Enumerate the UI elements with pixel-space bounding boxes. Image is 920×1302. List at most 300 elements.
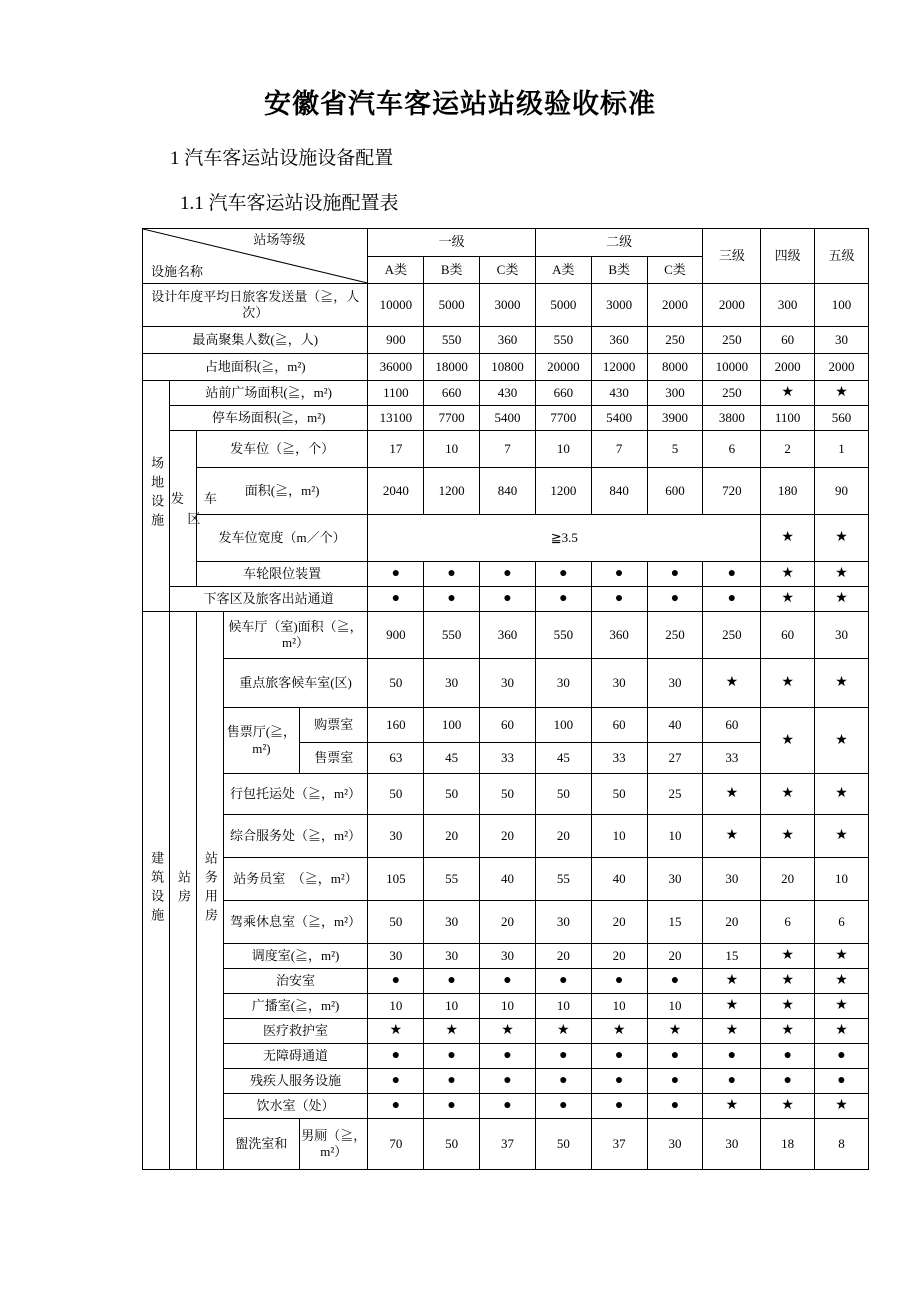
cell: ● — [761, 1069, 815, 1094]
row-label-washroom: 盥洗室和 — [223, 1119, 300, 1170]
table-row — [143, 944, 869, 969]
cell: 10 — [815, 858, 869, 901]
cell: 30 — [480, 659, 536, 708]
cell: ● — [647, 1044, 703, 1069]
table-row — [143, 858, 869, 901]
cell: ★ — [703, 774, 761, 815]
cell: ● — [591, 1094, 647, 1119]
cell: ★ — [815, 562, 869, 587]
cell: ★ — [761, 815, 815, 858]
cell: 1200 — [535, 468, 591, 515]
cell: 50 — [535, 774, 591, 815]
cell: 7700 — [424, 406, 480, 431]
cell: 30 — [815, 612, 869, 659]
cell: 10 — [535, 431, 591, 468]
cell: 30 — [591, 659, 647, 708]
cell: ★ — [703, 659, 761, 708]
cell: ★ — [703, 969, 761, 994]
cell: ● — [647, 969, 703, 994]
table-row — [143, 1094, 869, 1119]
cell: 10 — [535, 994, 591, 1019]
cell: 18 — [761, 1119, 815, 1170]
cell: 45 — [424, 743, 480, 774]
cell: 3900 — [647, 406, 703, 431]
cell: 55 — [535, 858, 591, 901]
table-header-row-1 — [143, 229, 869, 257]
cell: ★ — [368, 1019, 424, 1044]
cell: ★ — [703, 1019, 761, 1044]
cell: ★ — [480, 1019, 536, 1044]
cell: ● — [368, 1094, 424, 1119]
cell: ★ — [815, 944, 869, 969]
cell: 1200 — [424, 468, 480, 515]
table-row — [143, 774, 869, 815]
cell: 20 — [480, 815, 536, 858]
cell: ● — [424, 1044, 480, 1069]
cell: 60 — [480, 708, 536, 743]
cell: 30 — [647, 1119, 703, 1170]
group-header-level-3: 三级 — [703, 229, 761, 284]
cell: 20 — [535, 815, 591, 858]
cell: ★ — [761, 562, 815, 587]
cell: 1100 — [761, 406, 815, 431]
cell: 840 — [591, 468, 647, 515]
group-label-station-house-text: 站房 — [175, 869, 191, 908]
group-header-level-2: 二级 — [535, 229, 702, 257]
table-row — [143, 515, 869, 562]
cell: ★ — [761, 659, 815, 708]
cell: ● — [647, 562, 703, 587]
cell: 550 — [535, 612, 591, 659]
cell: 90 — [815, 468, 869, 515]
cell: 33 — [703, 743, 761, 774]
cell: 30 — [647, 659, 703, 708]
cell: ● — [368, 587, 424, 612]
row-label-dispatch-room: 调度室(≧，m²) — [223, 944, 368, 969]
config-table — [142, 228, 869, 1170]
cell: 30 — [368, 815, 424, 858]
table-row — [143, 994, 869, 1019]
cell: 50 — [368, 659, 424, 708]
cell: 8 — [815, 1119, 869, 1170]
cell: 30 — [815, 327, 869, 354]
cell: 18000 — [424, 354, 480, 381]
cell: 100 — [535, 708, 591, 743]
cell: 2000 — [761, 354, 815, 381]
row-label-land-area: 占地面积(≧，m²) — [143, 354, 368, 381]
cell: ● — [424, 969, 480, 994]
cell: ★ — [761, 381, 815, 406]
cell: ● — [703, 562, 761, 587]
cell: 2000 — [815, 354, 869, 381]
cell: ● — [647, 1094, 703, 1119]
cell: 50 — [591, 774, 647, 815]
cell: 20 — [703, 901, 761, 944]
cell: ● — [535, 1069, 591, 1094]
cell: 10 — [647, 815, 703, 858]
cell: ★ — [815, 815, 869, 858]
cell: 300 — [761, 284, 815, 327]
cell: ● — [480, 562, 536, 587]
row-label-ticket-sell-room: 售票室 — [300, 743, 368, 774]
row-label-berth-width: 发车位宽度（m／个） — [196, 515, 368, 562]
cell: 840 — [480, 468, 536, 515]
cell: 30 — [703, 858, 761, 901]
facility-configuration-table — [142, 228, 869, 1170]
cell: 70 — [368, 1119, 424, 1170]
cell: 8000 — [647, 354, 703, 381]
cell: 40 — [480, 858, 536, 901]
cell: 360 — [591, 327, 647, 354]
row-label-drinking-water-room: 饮水室（处） — [223, 1094, 368, 1119]
cell: 30 — [424, 944, 480, 969]
row-label-parking-area: 停车场面积(≧，m²) — [169, 406, 368, 431]
cell: 13100 — [368, 406, 424, 431]
table-row — [143, 612, 869, 659]
cell: ★ — [815, 708, 869, 774]
cell: ★ — [535, 1019, 591, 1044]
cell: ● — [591, 1044, 647, 1069]
cell: 55 — [424, 858, 480, 901]
group-label-station-house — [169, 612, 196, 1170]
cell: ★ — [815, 969, 869, 994]
row-label-dropoff-exit: 下客区及旅客出站通道 — [169, 587, 368, 612]
table-row — [143, 659, 869, 708]
cell: 10 — [647, 994, 703, 1019]
cell: 360 — [480, 612, 536, 659]
table-row — [143, 562, 869, 587]
cell: 3000 — [591, 284, 647, 327]
cell: 20 — [480, 901, 536, 944]
cell: 660 — [424, 381, 480, 406]
cell: 37 — [591, 1119, 647, 1170]
row-label-waiting-hall: 候车厅（室)面积（≧，m²） — [223, 612, 368, 659]
cell: ★ — [703, 1094, 761, 1119]
departure-zone-line2: 区 — [187, 510, 201, 526]
group-label-building-facilities-text: 建筑设施 — [149, 850, 165, 927]
cell: 5000 — [424, 284, 480, 327]
cell: ● — [368, 969, 424, 994]
cell: ★ — [815, 1019, 869, 1044]
sub-header-2b: B类 — [591, 256, 647, 284]
cell: 1 — [815, 431, 869, 468]
cell: 3800 — [703, 406, 761, 431]
cell: ● — [591, 969, 647, 994]
table-row — [143, 1119, 869, 1170]
cell: 105 — [368, 858, 424, 901]
row-label-staff-room: 站务员室 （≧，m²） — [223, 858, 368, 901]
cell: 33 — [591, 743, 647, 774]
cell: 600 — [647, 468, 703, 515]
cell: 2000 — [647, 284, 703, 327]
cell: 30 — [647, 858, 703, 901]
cell: 36000 — [368, 354, 424, 381]
cell: 10800 — [480, 354, 536, 381]
row-label-berth-area: 面积(≧，m²) — [196, 468, 368, 515]
cell: ★ — [424, 1019, 480, 1044]
cell: ● — [368, 1044, 424, 1069]
group-label-site-facilities-text: 场地设施 — [149, 456, 165, 532]
sub-header-1a: A类 — [368, 256, 424, 284]
table-row — [143, 1069, 869, 1094]
cell: 5400 — [480, 406, 536, 431]
cell: 10 — [424, 994, 480, 1019]
departure-zone-line1: 发 车 — [170, 491, 217, 506]
cell: ● — [535, 1044, 591, 1069]
cell: 20 — [424, 815, 480, 858]
cell: 550 — [424, 327, 480, 354]
cell: ★ — [815, 381, 869, 406]
table-row — [143, 708, 869, 743]
cell: 60 — [591, 708, 647, 743]
row-label-key-passenger-waiting: 重点旅客候车室(区) — [223, 659, 368, 708]
cell: 360 — [480, 327, 536, 354]
cell: 5000 — [535, 284, 591, 327]
cell: 50 — [535, 1119, 591, 1170]
cell: ★ — [761, 515, 815, 562]
cell: 63 — [368, 743, 424, 774]
cell: 20 — [591, 944, 647, 969]
table-row — [143, 468, 869, 515]
row-label-disabled-facilities: 残疾人服务设施 — [223, 1069, 368, 1094]
table-row — [143, 284, 869, 327]
cell: ● — [424, 587, 480, 612]
sub-header-1b: B类 — [424, 256, 480, 284]
cell: 550 — [535, 327, 591, 354]
cell: ★ — [815, 659, 869, 708]
cell: ● — [535, 562, 591, 587]
cell: 5400 — [591, 406, 647, 431]
cell: ★ — [761, 944, 815, 969]
cell: ● — [368, 562, 424, 587]
row-label-male-toilet: 男厕（≧，m²） — [300, 1119, 368, 1170]
cell: 300 — [647, 381, 703, 406]
cell: ★ — [647, 1019, 703, 1044]
sub-header-2a: A类 — [535, 256, 591, 284]
cell: 900 — [368, 612, 424, 659]
cell: ★ — [815, 774, 869, 815]
row-label-annual-passengers: 设计年度平均日旅客发送量（≧，人次） — [143, 284, 368, 327]
cell: ★ — [761, 774, 815, 815]
cell: 60 — [703, 708, 761, 743]
cell: ★ — [703, 994, 761, 1019]
row-label-barrier-free-access: 无障碍通道 — [223, 1044, 368, 1069]
cell: ● — [480, 1069, 536, 1094]
cell: 100 — [424, 708, 480, 743]
table-row — [143, 406, 869, 431]
group-label-site-facilities — [143, 381, 170, 612]
cell: 20 — [647, 944, 703, 969]
cell: 40 — [591, 858, 647, 901]
cell: 10 — [591, 994, 647, 1019]
cell: 30 — [480, 944, 536, 969]
section-heading-1: 1 汽车客运站设施设备配置 — [170, 148, 394, 169]
row-label-max-gathering: 最高聚集人数(≧，人) — [143, 327, 368, 354]
table-row — [143, 901, 869, 944]
cell: ★ — [761, 1094, 815, 1119]
row-label-departure-berth: 发车位（≧，个） — [196, 431, 368, 468]
row-label-front-square: 站前广场面积(≧，m²) — [169, 381, 368, 406]
cell: 10 — [424, 431, 480, 468]
corner-header-cell — [143, 229, 368, 284]
row-label-security-room: 治安室 — [223, 969, 368, 994]
cell: 30 — [424, 659, 480, 708]
cell: 160 — [368, 708, 424, 743]
sub-header-2c: C类 — [647, 256, 703, 284]
cell: 50 — [368, 901, 424, 944]
row-label-driver-rest-room: 驾乘休息室（≧，m²） — [223, 901, 368, 944]
cell: ● — [591, 562, 647, 587]
cell: 2 — [761, 431, 815, 468]
table-row — [143, 1044, 869, 1069]
cell: ● — [647, 1069, 703, 1094]
cell: 15 — [647, 901, 703, 944]
cell: 360 — [591, 612, 647, 659]
cell: 660 — [535, 381, 591, 406]
cell: 12000 — [591, 354, 647, 381]
table-row — [143, 587, 869, 612]
cell: 250 — [703, 381, 761, 406]
section-heading-1-1: 1.1 汽车客运站设施配置表 — [180, 193, 399, 214]
cell: ★ — [761, 994, 815, 1019]
cell: 10000 — [703, 354, 761, 381]
cell: 40 — [647, 708, 703, 743]
cell: 250 — [647, 612, 703, 659]
cell: ● — [424, 1094, 480, 1119]
cell: 250 — [703, 327, 761, 354]
corner-header-bottom-left: 设施名称 — [151, 263, 204, 279]
cell: 50 — [424, 774, 480, 815]
cell: ● — [591, 1069, 647, 1094]
cell: 10 — [368, 994, 424, 1019]
cell: ● — [703, 587, 761, 612]
cell: 560 — [815, 406, 869, 431]
cell: ★ — [591, 1019, 647, 1044]
sub-header-1c: C类 — [480, 256, 536, 284]
cell: ● — [424, 1069, 480, 1094]
cell: ● — [535, 1094, 591, 1119]
row-label-wheel-stopper: 车轮限位装置 — [196, 562, 368, 587]
cell: ★ — [761, 708, 815, 774]
cell: 33 — [480, 743, 536, 774]
cell: 60 — [761, 612, 815, 659]
cell: ● — [535, 587, 591, 612]
cell: 7700 — [535, 406, 591, 431]
group-label-service-rooms-text: 站务用房 — [202, 850, 218, 927]
cell: 6 — [703, 431, 761, 468]
cell: 17 — [368, 431, 424, 468]
table-row — [143, 354, 869, 381]
cell: 20000 — [535, 354, 591, 381]
cell: 10000 — [368, 284, 424, 327]
cell: 30 — [535, 659, 591, 708]
cell: 5 — [647, 431, 703, 468]
cell: ● — [424, 562, 480, 587]
cell: ★ — [815, 1094, 869, 1119]
group-header-level-1: 一级 — [368, 229, 535, 257]
group-header-level-4: 四级 — [761, 229, 815, 284]
row-label-medical-room: 医疗救护室 — [223, 1019, 368, 1044]
cell: 20 — [591, 901, 647, 944]
cell: 45 — [535, 743, 591, 774]
cell: 20 — [535, 944, 591, 969]
cell: ★ — [761, 587, 815, 612]
row-label-service-desk: 综合服务处（≧，m²） — [223, 815, 368, 858]
cell: 15 — [703, 944, 761, 969]
cell: 25 — [647, 774, 703, 815]
row-label-broadcast-room: 广播室(≧，m²) — [223, 994, 368, 1019]
cell: 60 — [761, 327, 815, 354]
table-row — [143, 969, 869, 994]
cell-merged-berth-width: ≧3.5 — [368, 515, 761, 562]
cell: ● — [591, 587, 647, 612]
cell: ● — [815, 1069, 869, 1094]
group-label-service-rooms — [196, 612, 223, 1170]
cell: 3000 — [480, 284, 536, 327]
group-label-departure-zone-text — [171, 489, 217, 528]
cell: 20 — [761, 858, 815, 901]
cell: 10 — [480, 994, 536, 1019]
cell: ★ — [815, 515, 869, 562]
cell: ● — [480, 969, 536, 994]
cell: 30 — [703, 1119, 761, 1170]
cell: 100 — [815, 284, 869, 327]
table-row — [143, 1019, 869, 1044]
cell: ● — [815, 1044, 869, 1069]
cell: 50 — [424, 1119, 480, 1170]
cell: ● — [535, 969, 591, 994]
cell: 180 — [761, 468, 815, 515]
table-row — [143, 431, 869, 468]
cell: ★ — [761, 969, 815, 994]
page-title: 安徽省汽车客运站站级验收标准 — [264, 89, 656, 119]
cell: 430 — [480, 381, 536, 406]
cell: 37 — [480, 1119, 536, 1170]
cell: ● — [480, 1094, 536, 1119]
cell: ★ — [703, 815, 761, 858]
cell: 430 — [591, 381, 647, 406]
group-label-departure-zone — [169, 431, 217, 587]
table-row — [143, 815, 869, 858]
cell: ★ — [815, 587, 869, 612]
table-row — [143, 327, 869, 354]
cell: 6 — [761, 901, 815, 944]
cell: 1100 — [368, 381, 424, 406]
cell: 250 — [647, 327, 703, 354]
cell: ● — [480, 587, 536, 612]
cell: 30 — [535, 901, 591, 944]
cell: ★ — [815, 994, 869, 1019]
cell: ● — [480, 1044, 536, 1069]
cell: 720 — [703, 468, 761, 515]
row-label-luggage-office: 行包托运处（≧，m²） — [223, 774, 368, 815]
cell: ● — [761, 1044, 815, 1069]
cell: 30 — [424, 901, 480, 944]
cell: 10 — [591, 815, 647, 858]
table-row — [143, 381, 869, 406]
cell: ● — [647, 587, 703, 612]
cell: 250 — [703, 612, 761, 659]
group-label-building-facilities — [143, 612, 170, 1170]
cell: 2040 — [368, 468, 424, 515]
cell: ● — [703, 1069, 761, 1094]
cell: 27 — [647, 743, 703, 774]
cell: 50 — [368, 774, 424, 815]
row-label-ticket-hall: 售票厅(≧，m²) — [223, 708, 300, 774]
cell: 7 — [591, 431, 647, 468]
cell: 7 — [480, 431, 536, 468]
cell: 2000 — [703, 284, 761, 327]
